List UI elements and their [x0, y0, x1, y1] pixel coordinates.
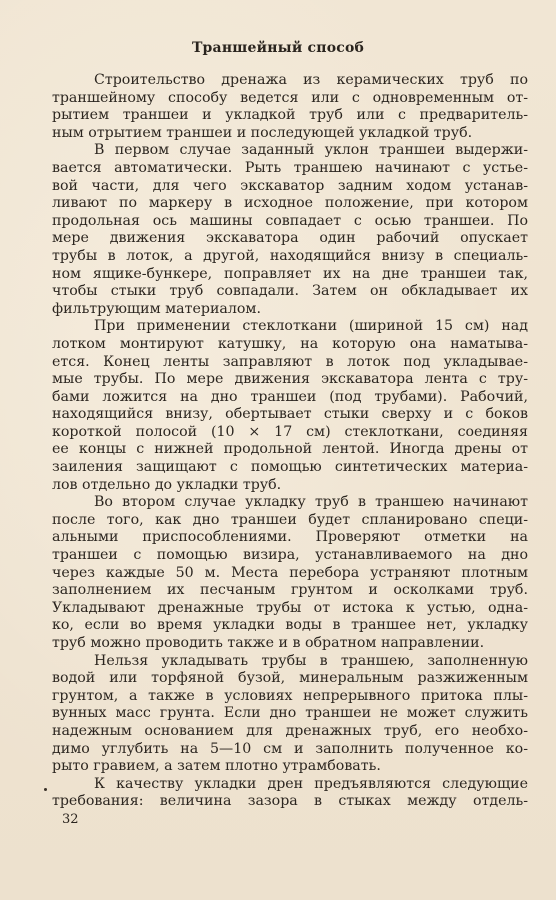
page-number: 32 — [62, 812, 79, 827]
text-line: К качеству укладки дрен предъявляются следующие — [94, 775, 528, 792]
text-line: димо углубить на 5—10 см и заполнить полученное ко- — [52, 740, 528, 757]
text-line: рыто гравием, а затем плотно утрамбовать. — [52, 758, 381, 775]
text-line: Во втором случае укладку труб в траншею начинают — [94, 494, 528, 511]
text-line: Строительство дренажа из керамических труб по — [94, 72, 528, 88]
text-line: траншейному способу ведется или с одновременным от- — [52, 89, 528, 106]
text-line: труб можно проводить также и в обратном направлении. — [52, 635, 485, 651]
section-heading: Траншейный способ — [191, 40, 365, 56]
text-line: мые трубы. По мере движения экскаватора лента с тру- — [52, 371, 528, 388]
text-line: бами ложится на дно траншеи (под трубами). Рабочий, — [52, 388, 528, 405]
text-line: надежным основанием для дренажных труб, его необхо- — [52, 722, 528, 739]
text-line: ливают по маркеру в исходное положение, при котором — [52, 195, 528, 212]
text-line: трубы в лоток, а другой, находящийся внизу в специаль- — [52, 247, 528, 264]
text-line: фильтрующим материалом. — [52, 300, 261, 317]
print-speck — [44, 788, 47, 791]
text-line: находящийся внизу, обертывает стыки сверху и с боков — [52, 406, 528, 423]
text-line: мере движения экскаватора один рабочий опускает — [52, 230, 528, 247]
text-line: рытием траншеи и укладкой труб или с предваритель- — [52, 107, 528, 124]
text-line: ко, если во время укладки воды в траншее нет, укладку — [52, 617, 528, 634]
text-line: траншеи с помощью визира, устанавливаемого на дно — [52, 547, 528, 564]
text-line: вается автоматически. Рыть траншею начинают с устье- — [52, 159, 528, 176]
text-line: лотком монтируют катушку, на которую она наматыва- — [52, 335, 528, 352]
text-line: грунтом, а также в условиях непрерывного притока плы- — [52, 687, 528, 704]
body-text — [52, 72, 528, 811]
text-line: ном ящике-бункере, поправляет их на дне траншеи так, — [52, 265, 528, 282]
text-line: ется. Конец ленты заправляют в лоток под укладывае- — [52, 353, 528, 370]
text-line: требования: величина зазора в стыках между отдель- — [52, 793, 528, 810]
text-line: Нельзя укладывать трубы в траншею, заполненную — [94, 652, 528, 669]
text-line: короткой полосой (10 × 17 см) стеклоткани, соединяя — [52, 423, 528, 440]
text-line: Укладывают дренажные трубы от истока к устью, одна- — [52, 599, 528, 616]
text-line: заиления защищают с помощью синтетических материа- — [52, 459, 528, 476]
text-line: вунных масс грунта. Если дно траншеи не может служить — [52, 705, 528, 722]
text-line: При применении стеклоткани (шириной 15 см) над — [94, 318, 528, 335]
text-line: альными приспособлениями. Проверяют отметки на — [52, 529, 528, 546]
text-line: чтобы стыки труб совпадали. Затем он обкладывает их — [52, 283, 528, 300]
text-line: заполнением их песчаным грунтом и осколками труб. — [52, 582, 528, 599]
text-line: лов отдельно до укладки труб. — [52, 476, 282, 493]
text-line: ным отрытием траншеи и последующей укладкой труб. — [52, 124, 473, 141]
text-line: водой или торфяной бузой, минеральным разжиженным — [52, 670, 528, 687]
text-line: через каждые 50 м. Места перебора устраняют плотным — [52, 564, 528, 581]
text-line: вой части, для чего экскаватор задним ходом устанав- — [52, 177, 528, 194]
text-line: после того, как дно траншеи будет спланировано специ- — [52, 511, 528, 528]
text-line: В первом случае заданный уклон траншеи выдержи- — [94, 142, 528, 159]
text-line: продольная ось машины совпадает с осью траншеи. По — [52, 212, 528, 229]
text-line: ее концы с нижней продольной лентой. Иногда дрены от — [52, 441, 528, 458]
